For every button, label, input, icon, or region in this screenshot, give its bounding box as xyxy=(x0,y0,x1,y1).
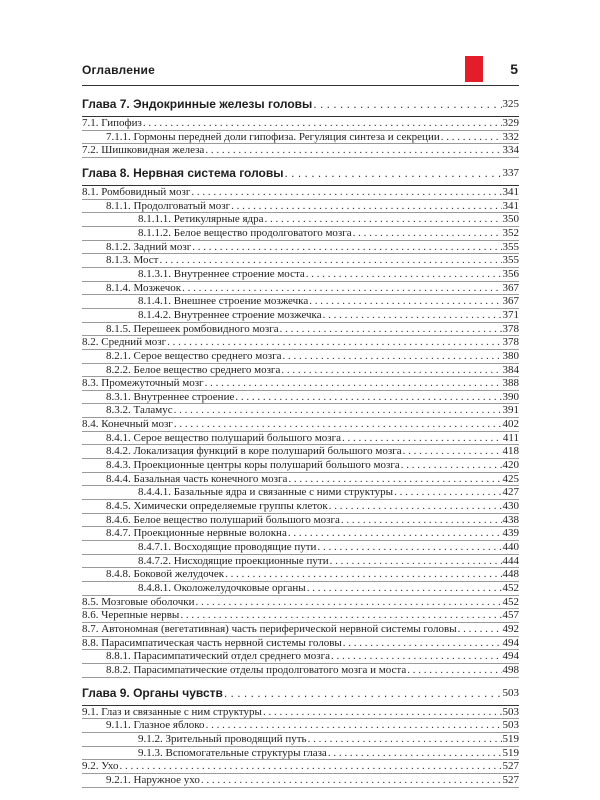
dot-leader xyxy=(331,650,502,663)
toc-entry[interactable] xyxy=(82,364,519,378)
toc-entry-page: 492 xyxy=(502,622,519,635)
dot-leader xyxy=(180,609,501,622)
toc-entry[interactable] xyxy=(82,117,519,131)
dot-leader xyxy=(159,254,501,267)
toc-entry-page: 494 xyxy=(502,636,519,649)
toc-entry-label: 7.1. Гипофиз xyxy=(82,117,142,129)
dot-leader xyxy=(206,719,502,732)
dot-leader xyxy=(191,186,501,199)
toc-entry-label: 9.2. Ухо xyxy=(82,760,119,773)
toc-entry-page: 356 xyxy=(502,267,519,280)
toc-entry[interactable] xyxy=(82,377,519,391)
toc-entry[interactable] xyxy=(82,350,519,364)
dot-leader xyxy=(174,418,502,431)
toc-entry-page: 378 xyxy=(502,322,519,335)
dot-leader xyxy=(120,760,502,773)
toc-entry[interactable] xyxy=(82,186,519,200)
toc-entry[interactable] xyxy=(82,268,519,282)
toc-entry-page: 440 xyxy=(502,541,519,554)
dot-leader xyxy=(225,568,501,581)
dot-leader xyxy=(309,295,501,308)
toc-entry-label: 8.5. Мозговые оболочки xyxy=(82,595,195,608)
toc-entry-page: 341 xyxy=(502,185,519,198)
toc-entry-page: 503 xyxy=(502,686,519,699)
toc-entry-label: Глава 8. Нервная система головы xyxy=(82,165,284,180)
toc-entry-label: 9.1. Глаз и связанные с ним структуры xyxy=(82,705,262,718)
toc-entry[interactable] xyxy=(82,623,519,637)
toc-entry[interactable] xyxy=(82,282,519,296)
toc-entry-page: 519 xyxy=(502,732,519,745)
dot-leader xyxy=(205,377,502,390)
toc-entry[interactable] xyxy=(82,432,519,446)
toc-entry[interactable] xyxy=(82,568,519,582)
dot-leader xyxy=(288,527,502,540)
toc-entry-page: 337 xyxy=(502,166,519,179)
toc-entry-page: 420 xyxy=(502,459,519,472)
toc-entry-page: 325 xyxy=(502,98,519,110)
section-title: Оглавление xyxy=(82,63,155,77)
toc-entry[interactable] xyxy=(82,582,519,596)
toc-entry-page: 384 xyxy=(502,363,519,376)
dot-leader xyxy=(323,309,502,322)
dot-leader xyxy=(235,391,501,404)
toc-entry-label: 8.4.8.1. Околожелудочковые органы xyxy=(138,582,306,594)
toc-entry-label: 9.2.1. Наружное ухо xyxy=(106,773,200,786)
toc-entry-label: 9.1.2. Зрительный проводящий путь xyxy=(138,732,307,745)
toc-entry-page: 439 xyxy=(502,527,519,540)
toc-entry[interactable] xyxy=(82,596,519,610)
toc-entry-label: 8.4.4. Базальная часть конечного мозга xyxy=(106,472,288,485)
toc-entry-label: 8.6. Черепные нервы xyxy=(82,609,180,622)
dot-leader xyxy=(283,350,502,363)
toc-entry-page: 341 xyxy=(502,199,519,212)
dot-leader xyxy=(192,241,501,254)
dot-leader xyxy=(280,323,502,336)
toc-entry[interactable] xyxy=(82,445,519,459)
toc-entry-label: 8.4. Конечный мозг xyxy=(82,418,173,431)
toc-entry-label: 8.8. Парасимпатическая часть нервной системы головы xyxy=(82,636,342,649)
toc-entry[interactable] xyxy=(82,295,519,309)
toc-entry-page: 457 xyxy=(502,609,519,622)
toc-entry-label: 8.1.3. Мост xyxy=(106,254,159,267)
toc-entry-label: 8.3.2. Таламус xyxy=(106,404,173,417)
toc-entry[interactable] xyxy=(82,486,519,500)
toc-entry[interactable] xyxy=(82,391,519,405)
toc-entry-page: 367 xyxy=(502,281,519,294)
dot-leader xyxy=(342,432,502,445)
dot-leader xyxy=(353,227,502,240)
dot-leader xyxy=(313,97,501,111)
dot-leader xyxy=(328,747,502,760)
toc-entry-label: 8.2. Средний мозг xyxy=(82,336,167,349)
toc-entry-page: 411 xyxy=(502,431,519,444)
toc-chapter-entry[interactable] xyxy=(82,92,519,116)
toc-entry[interactable] xyxy=(82,541,519,555)
toc-entry-label: 8.1.5. Перешеек ромбовидного мозга xyxy=(106,322,279,335)
dot-leader xyxy=(201,774,502,787)
toc-entry[interactable] xyxy=(82,609,519,623)
toc-entry-page: 329 xyxy=(502,117,519,129)
toc-entry-label: 8.2.2. Белое вещество среднего мозга xyxy=(106,363,281,376)
toc-entry[interactable] xyxy=(82,650,519,664)
dot-leader xyxy=(343,637,502,650)
toc-entry-page: 438 xyxy=(502,513,519,526)
dot-leader xyxy=(231,200,501,213)
toc-entry-page: 430 xyxy=(502,500,519,513)
toc-entry[interactable] xyxy=(82,227,519,241)
toc-entry[interactable] xyxy=(82,719,519,733)
toc-entry[interactable] xyxy=(82,527,519,541)
dot-leader xyxy=(341,514,502,527)
toc-entry-page: 378 xyxy=(502,336,519,349)
toc-entry-page: 380 xyxy=(502,349,519,362)
dot-leader xyxy=(174,404,502,417)
toc-entry-label: 7.2. Шишковидная железа xyxy=(82,144,205,157)
toc-entry-page: 332 xyxy=(502,130,519,143)
toc-entry-page: 402 xyxy=(502,418,519,431)
toc-entry-label: 8.4.6. Белое вещество полушарий большого мозга xyxy=(106,513,340,526)
dot-leader xyxy=(401,459,502,472)
toc-entry-label: 8.4.1. Серое вещество полушарий большого мозга xyxy=(106,431,342,444)
toc-entry-label: 8.4.7.1. Восходящие проводящие пути xyxy=(138,541,317,554)
dot-leader xyxy=(265,213,502,226)
toc-entry[interactable] xyxy=(82,241,519,255)
toc-entry[interactable] xyxy=(82,323,519,337)
dot-leader xyxy=(285,166,502,180)
toc-entry-page: 452 xyxy=(502,595,519,608)
toc-entry-page: 425 xyxy=(502,472,519,485)
toc-entry-page: 444 xyxy=(502,554,519,567)
dot-leader xyxy=(307,582,502,595)
toc-entry-label: 8.1. Ромбовидный мозг xyxy=(82,185,191,198)
toc-entry[interactable] xyxy=(82,459,519,473)
toc-entry[interactable] xyxy=(82,213,519,227)
toc-entry-page: 498 xyxy=(502,663,519,676)
toc-entry[interactable] xyxy=(82,144,519,158)
toc-entry-label: 8.8.2. Парасимпатические отделы продолговатого мозга и моста xyxy=(106,663,407,676)
toc-entry-label: 7.1.1. Гормоны передней доли гипофиза. Регуляция синтеза и секреции xyxy=(106,130,440,143)
dot-leader xyxy=(308,733,502,746)
toc-chapter-entry[interactable] xyxy=(82,681,519,705)
toc-entry-page: 452 xyxy=(502,582,519,594)
toc-entry[interactable] xyxy=(82,514,519,528)
toc-entry-page: 350 xyxy=(502,213,519,226)
toc-entry-label: 8.1.4.2. Внутреннее строение мозжечка xyxy=(138,308,322,321)
toc-entry-page: 519 xyxy=(502,746,519,759)
toc-entry[interactable] xyxy=(82,404,519,418)
toc-entry-label: 8.4.8. Боковой желудочек xyxy=(106,568,225,581)
table-of-contents xyxy=(82,92,519,788)
toc-entry-label: 8.1.1.1. Ретикулярные ядра xyxy=(138,213,264,226)
toc-entry-page: 355 xyxy=(502,254,519,267)
toc-entry-label: 8.1.1.2. Белое вещество продолговатого мозга xyxy=(138,226,352,239)
toc-entry-page: 503 xyxy=(502,719,519,732)
dot-leader xyxy=(306,268,502,281)
toc-entry-label: 9.1.1. Глазное яблоко xyxy=(106,719,205,732)
toc-entry-label: 8.3.1. Внутреннее строение xyxy=(106,390,235,403)
toc-entry-label: 8.1.3.1. Внутреннее строение моста xyxy=(138,267,305,280)
dot-leader xyxy=(281,364,501,377)
dot-leader xyxy=(394,486,501,499)
toc-entry-page: 388 xyxy=(502,377,519,390)
toc-entry-page: 527 xyxy=(502,773,519,786)
toc-entry-label: 8.1.4. Мозжечок xyxy=(106,281,182,294)
toc-entry[interactable] xyxy=(82,254,519,268)
dot-leader xyxy=(458,623,502,636)
toc-entry-page: 355 xyxy=(502,240,519,253)
toc-entry[interactable] xyxy=(82,418,519,432)
toc-entry-page: 390 xyxy=(502,390,519,403)
toc-entry-page: 418 xyxy=(502,445,519,458)
header-rule xyxy=(82,85,519,86)
toc-entry-label: 8.7. Автономная (вегетативная) часть периферической нервной системы головы xyxy=(82,622,457,635)
toc-entry-label: 8.4.7. Проекционные нервные волокна xyxy=(106,527,287,540)
toc-entry-label: 8.1.1. Продолговатый мозг xyxy=(106,199,231,212)
toc-entry[interactable] xyxy=(82,336,519,350)
dot-leader xyxy=(195,596,501,609)
dot-leader xyxy=(205,144,501,157)
toc-entry-page: 352 xyxy=(502,226,519,239)
toc-entry[interactable] xyxy=(82,706,519,720)
dot-leader xyxy=(317,541,501,554)
toc-entry-label: 8.4.3. Проекционные центры коры полушарий большого мозга xyxy=(106,459,400,472)
toc-entry[interactable] xyxy=(82,733,519,747)
toc-entry[interactable] xyxy=(82,200,519,214)
toc-entry-label: 8.1.4.1. Внешнее строение мозжечка xyxy=(138,295,309,308)
toc-entry-label: Глава 7. Эндокринные железы головы xyxy=(82,97,313,111)
toc-entry[interactable] xyxy=(82,637,519,651)
dot-leader xyxy=(224,686,502,700)
toc-entry[interactable] xyxy=(82,309,519,323)
dot-leader xyxy=(330,555,502,568)
toc-entry[interactable] xyxy=(82,774,519,788)
toc-entry[interactable] xyxy=(82,664,519,678)
accent-bar xyxy=(465,56,483,82)
dot-leader xyxy=(182,282,501,295)
dot-leader xyxy=(407,664,501,677)
toc-entry[interactable] xyxy=(82,555,519,569)
toc-entry[interactable] xyxy=(82,760,519,774)
toc-entry-label: 8.4.5. Химически определяемые группы клеток xyxy=(106,500,328,513)
dot-leader xyxy=(329,500,502,513)
toc-entry-label: 8.4.7.2. Нисходящие проекционные пути xyxy=(138,554,329,567)
toc-entry-page: 448 xyxy=(502,568,519,581)
toc-entry-label: 8.3. Промежуточный мозг xyxy=(82,377,204,390)
toc-entry-page: 527 xyxy=(502,760,519,773)
toc-entry-label: 9.1.3. Вспомогательные структуры глаза xyxy=(138,746,327,759)
dot-leader xyxy=(143,117,502,130)
toc-entry-label: 8.2.1. Серое вещество среднего мозга xyxy=(106,349,282,362)
toc-entry[interactable] xyxy=(82,131,519,145)
toc-entry[interactable] xyxy=(82,500,519,514)
dot-leader xyxy=(167,336,501,349)
toc-entry-page: 367 xyxy=(502,295,519,308)
dot-leader xyxy=(263,706,502,719)
dot-leader xyxy=(403,445,502,458)
dot-leader xyxy=(441,131,502,144)
toc-entry-label: 8.4.4.1. Базальные ядра и связанные с ними структуры xyxy=(138,486,394,499)
toc-entry-page: 427 xyxy=(502,486,519,499)
toc-entry-page: 391 xyxy=(502,404,519,417)
toc-entry-label: 8.1.2. Задний мозг xyxy=(106,240,192,253)
page-number: 5 xyxy=(510,61,518,77)
toc-entry-page: 334 xyxy=(502,144,519,157)
toc-entry-page: 503 xyxy=(502,705,519,718)
toc-entry-label: 8.4.2. Локализация функций в коре полушарий большого мозга xyxy=(106,445,402,458)
page-header xyxy=(82,56,519,86)
toc-chapter-entry[interactable] xyxy=(82,161,519,185)
toc-entry-page: 494 xyxy=(502,650,519,663)
toc-entry[interactable] xyxy=(82,473,519,487)
toc-entry-label: Глава 9. Органы чувств xyxy=(82,685,223,700)
toc-entry-page: 371 xyxy=(502,308,519,321)
dot-leader xyxy=(288,473,501,486)
toc-entry-label: 8.8.1. Парасимпатический отдел среднего мозга xyxy=(106,650,330,663)
toc-entry[interactable] xyxy=(82,747,519,761)
